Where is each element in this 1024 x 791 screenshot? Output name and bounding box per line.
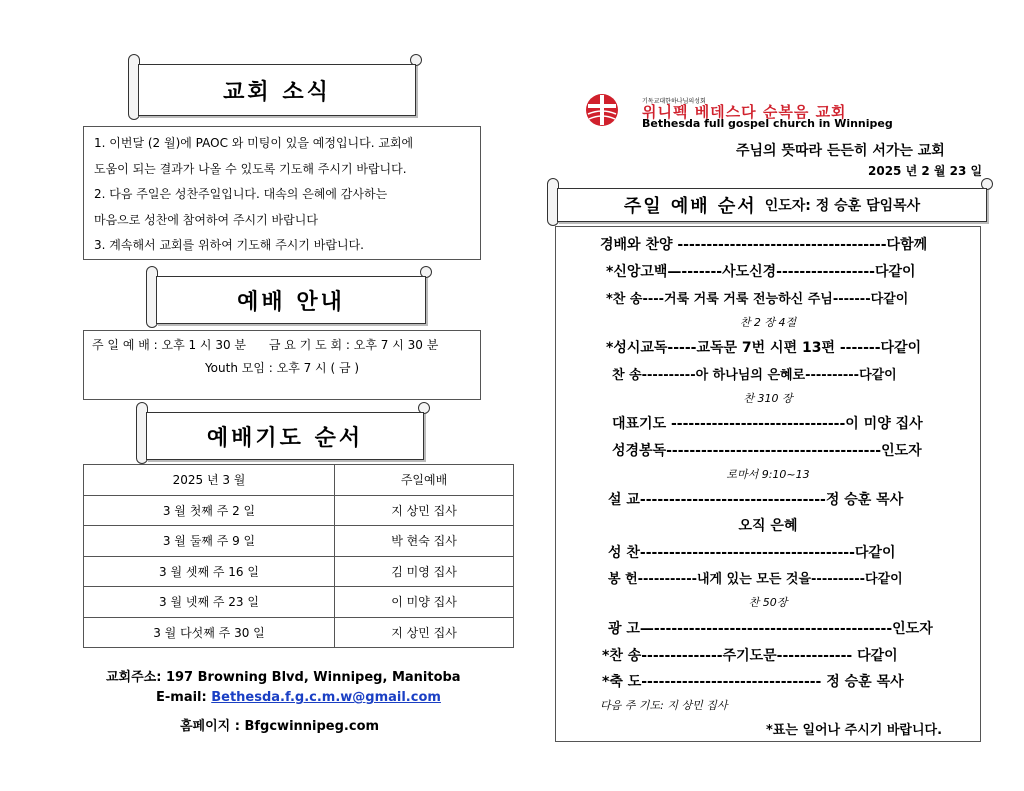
hymn-ref: 찬 310 장	[743, 392, 793, 405]
table-row	[84, 556, 514, 587]
stand-note: *표는 일어나 주시기 바랍니다.	[766, 723, 943, 738]
news-box	[83, 126, 481, 260]
order-item: 대표기도 ------------------------------이 미양 집사	[612, 416, 923, 432]
hymn-ref: 찬 2 장 4절	[739, 316, 797, 329]
scripture-ref: 로마서 9:10~13	[726, 468, 810, 481]
order-item: *축 도------------------------------- 정 승훈 목사	[602, 674, 904, 690]
order-title: 주일 예배 순서	[623, 196, 757, 217]
worship-box	[83, 330, 481, 400]
table-cell: 3 월 넷째 주 23 일	[84, 587, 335, 618]
order-item: *신앙고백—-------사도신경-----------------다같이	[606, 264, 916, 280]
church-address: 교회주소: 197 Browning Blvd, Winnipeg, Manitoba	[106, 670, 461, 685]
cross-globe-icon	[584, 92, 620, 128]
order-item: 광 고—-----------------------------------------인도자	[608, 621, 933, 637]
table-cell: 김 미영 집사	[335, 556, 514, 587]
order-item: *찬 송----거룩 거룩 거룩 전능하신 주님-------다같이	[606, 292, 909, 307]
order-item: *찬 송--------------주기도문------------- 다같이	[602, 648, 898, 664]
worship-banner	[146, 266, 426, 324]
table-header-row	[84, 465, 514, 496]
news-line: 마음으로 성찬에 참여하여 주시기 바랍니다	[94, 212, 318, 227]
news-title: 교회 소식	[223, 79, 331, 105]
next-prayer: 다음 주 기도: 지 상민 집사	[600, 699, 728, 712]
table-cell: 3 월 다섯째 주 30 일	[84, 617, 335, 648]
order-leader: 인도자: 정 승훈 담임목사	[764, 198, 921, 214]
table-cell: 지 상민 집사	[335, 495, 514, 526]
table-header: 주일예배	[335, 465, 514, 496]
church-logo	[584, 92, 620, 128]
table-row	[84, 587, 514, 618]
table-header: 2025 년 3 월	[84, 465, 335, 496]
news-line: 1. 이번달 (2 월)에 PAOC 와 미팅이 있을 예정입니다. 교회에	[94, 136, 414, 150]
table-cell: 3 월 첫째 주 2 일	[84, 495, 335, 526]
bulletin-date: 2025 년 2 월 23 일	[868, 164, 983, 178]
table-cell: 박 현숙 집사	[335, 526, 514, 557]
church-name-korean: 위니펙 베데스다 순복음 교회	[642, 103, 847, 121]
news-banner	[128, 54, 416, 116]
news-line: 도움이 되는 결과가 나올 수 있도록 기도해 주시기 바랍니다.	[94, 161, 407, 176]
order-item: 설 교--------------------------------정 승훈 목사	[608, 492, 904, 508]
table-cell: 3 월 셋째 주 16 일	[84, 556, 335, 587]
table-cell: 이 미양 집사	[335, 587, 514, 618]
sermon-title: 오직 은혜	[738, 518, 798, 534]
order-item: 경배와 찬양 ------------------------------------다함께	[600, 237, 928, 253]
email-line	[156, 690, 441, 705]
news-line: 2. 다음 주일은 성찬주일입니다. 대속의 은혜에 감사하는	[94, 187, 388, 201]
email-label: E-mail:	[156, 690, 212, 705]
hymn-ref: 찬 50장	[748, 596, 788, 609]
news-line: 3. 계속해서 교회를 위하여 기도해 주시기 바랍니다.	[94, 238, 364, 252]
homepage: 홈페이지 : Bfgcwinnipeg.com	[180, 719, 380, 734]
prayer-table	[83, 464, 514, 648]
prayer-banner	[136, 402, 424, 460]
youth-line: Youth 모임 : 오후 7 시 ( 금 )	[204, 361, 360, 375]
order-item: 성 찬-------------------------------------다같이	[608, 545, 896, 561]
order-banner	[547, 178, 987, 222]
order-item: 성경봉독-------------------------------------인도자	[612, 443, 922, 459]
order-item: 봉 헌-----------내게 있는 모든 것을----------다같이	[608, 572, 903, 587]
email-link[interactable]: Bethesda.f.g.c.m.w@gmail.com	[211, 690, 441, 705]
table-cell: 지 상민 집사	[335, 617, 514, 648]
table-cell: 3 월 둘째 주 9 일	[84, 526, 335, 557]
worship-title: 예배 안내	[237, 289, 345, 315]
church-motto: 주님의 뜻따라 든든히 서가는 교회	[736, 143, 945, 159]
church-name-english: Bethesda full gospel church in Winnipeg	[642, 117, 893, 130]
worship-line: 주 일 예 배 : 오후 1 시 30 분 금 요 기 도 회 : 오후 7 시 30 분	[92, 338, 439, 352]
order-item: *성시교독-----교독문 7번 시편 13편 -------다같이	[606, 340, 922, 356]
table-row	[84, 617, 514, 648]
table-row	[84, 526, 514, 557]
table-row	[84, 495, 514, 526]
denomination-label: 기독교대한하나님의성회	[642, 98, 706, 105]
order-item: 찬 송----------아 하나님의 은혜로----------다같이	[612, 368, 897, 383]
prayer-title: 예배기도 순서	[206, 425, 364, 451]
